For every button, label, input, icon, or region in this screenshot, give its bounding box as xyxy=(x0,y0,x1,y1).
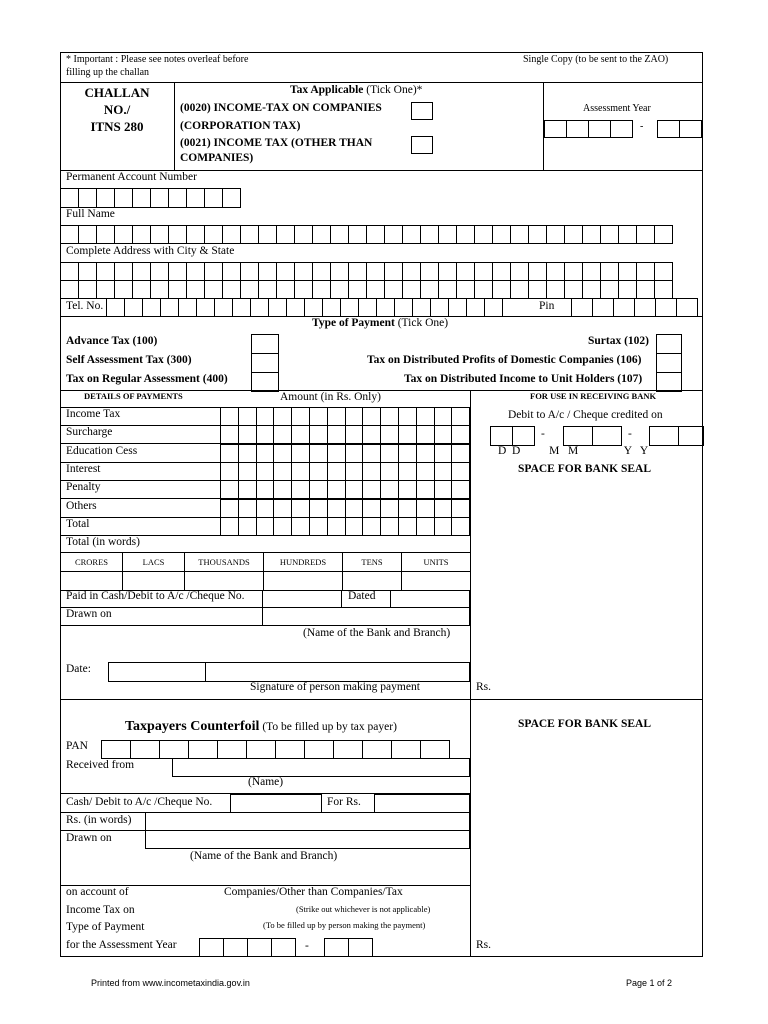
pan-label: Permanent Account Number xyxy=(66,171,197,183)
self-assessment-option: Self Assessment Tax (300) xyxy=(66,354,192,366)
payment-amount-input[interactable] xyxy=(220,517,470,536)
page-number: Page 1 of 2 xyxy=(626,978,673,988)
type-of-payment-cf-label: Type of Payment xyxy=(66,921,145,933)
debit-year-input[interactable] xyxy=(649,426,704,446)
address-input-line1[interactable] xyxy=(60,262,673,281)
assessment-year-input-start[interactable] xyxy=(544,120,633,138)
rs-in-words-label: Rs. (in words) xyxy=(66,814,132,826)
payment-amount-input[interactable] xyxy=(220,499,470,518)
debit-dash-2: - xyxy=(628,428,632,440)
address-label: Complete Address with City & State xyxy=(66,245,235,257)
full-name-input[interactable] xyxy=(60,225,673,244)
copy-note: Single Copy (to be sent to the ZAO) xyxy=(523,54,669,65)
tel-label: Tel. No. xyxy=(66,300,104,312)
tax-option-0020-sub: (CORPORATION TAX) xyxy=(180,120,301,132)
amount-label: Amount (in Rs. Only) xyxy=(280,391,381,403)
bank-seal-space: SPACE FOR BANK SEAL xyxy=(518,463,652,475)
signature-caption: Signature of person making payment xyxy=(250,681,420,693)
address-input-line2[interactable] xyxy=(60,280,673,299)
regular-assessment-option: Tax on Regular Assessment (400) xyxy=(66,373,228,385)
date-format-letters: D D M M Y Y xyxy=(498,445,649,457)
received-from-input[interactable] xyxy=(172,758,470,777)
units-input[interactable] xyxy=(60,571,471,591)
checkbox-300[interactable] xyxy=(251,353,279,373)
units-header xyxy=(60,552,471,572)
counterfoil-bank-seal: SPACE FOR BANK SEAL xyxy=(518,718,652,730)
pin-input[interactable] xyxy=(571,298,698,317)
counterfoil-cheque-input[interactable] xyxy=(230,794,322,813)
name-caption: (Name) xyxy=(248,776,284,788)
assessment-year-dash: - xyxy=(640,121,644,132)
tax-option-0021: (0021) INCOME TAX (OTHER THAN xyxy=(180,137,373,149)
printed-from: Printed from www.incometaxindia.gov.in xyxy=(91,978,250,988)
income-tax-on-label: Income Tax on xyxy=(66,904,135,916)
on-account-label: on account of xyxy=(66,886,129,898)
payment-row-label: Others xyxy=(66,500,97,512)
signature-input[interactable] xyxy=(205,662,470,682)
counterfoil-pan-label: PAN xyxy=(66,740,88,752)
tax-option-0021-sub: COMPANIES) xyxy=(180,152,254,164)
checkbox-0020[interactable] xyxy=(411,102,433,120)
important-note-line1: * Important : Please see notes overleaf before xyxy=(66,54,249,65)
payment-row-label: Education Cess xyxy=(66,445,138,457)
receiving-bank-header: FOR USE IN RECEIVING BANK xyxy=(530,391,657,401)
payment-amount-input[interactable] xyxy=(220,407,470,426)
cf-assessment-year-start[interactable] xyxy=(199,938,296,957)
important-note-line2: filling up the challan xyxy=(66,67,150,78)
for-rs-label: For Rs. xyxy=(327,796,361,808)
drawn-on-input[interactable] xyxy=(262,607,470,626)
payment-row-label: Penalty xyxy=(66,481,101,493)
total-in-words-label: Total (in words) xyxy=(66,536,140,548)
strike-out-note: (Strike out whichever is not applicable) xyxy=(296,904,431,914)
unit-thousands: THOUSANDS xyxy=(184,552,264,572)
unit-units: UNITS xyxy=(401,552,471,572)
dated-input[interactable] xyxy=(390,590,470,608)
bank-branch-caption: (Name of the Bank and Branch) xyxy=(303,627,451,639)
counterfoil-cash-label: Cash/ Debit to A/c /Cheque No. xyxy=(66,796,213,808)
filled-up-note: (To be filled up by person making the payment) xyxy=(263,920,426,930)
counterfoil-pan-input[interactable] xyxy=(101,740,450,759)
for-assessment-year-label: for the Assessment Year xyxy=(66,939,177,951)
counterfoil-rs-label: Rs. xyxy=(476,939,492,951)
cf-assessment-dash: - xyxy=(305,940,309,952)
counterfoil-drawn-on-input[interactable] xyxy=(145,830,470,849)
checkbox-107[interactable] xyxy=(656,372,682,392)
dated-label: Dated xyxy=(348,590,376,602)
counterfoil-drawn-on-label: Drawn on xyxy=(66,832,112,844)
payment-amount-input[interactable] xyxy=(220,425,470,444)
payment-amount-input[interactable] xyxy=(220,480,470,499)
tel-input[interactable] xyxy=(106,298,503,317)
date-input[interactable] xyxy=(108,662,206,682)
payment-amount-input[interactable] xyxy=(220,444,470,463)
payment-row-label: Surcharge xyxy=(66,426,113,438)
rs-in-words-input[interactable] xyxy=(145,812,470,831)
tax-option-0020: (0020) INCOME-TAX ON COMPANIES xyxy=(180,102,382,114)
type-of-payment-label: Type of Payment (Tick One) xyxy=(312,317,449,329)
payment-row-label: Income Tax xyxy=(66,408,121,420)
paid-by-label: Paid in Cash/Debit to A/c /Cheque No. xyxy=(66,590,245,602)
checkbox-102[interactable] xyxy=(656,334,682,354)
checkbox-0021[interactable] xyxy=(411,136,433,154)
surtax-option: Surtax (102) xyxy=(588,335,650,347)
debit-dash-1: - xyxy=(541,428,545,440)
distributed-income-option: Tax on Distributed Income to Unit Holders (107) xyxy=(404,373,643,385)
date-label: Date: xyxy=(66,663,91,675)
unit-tens: TENS xyxy=(342,552,402,572)
bank-rs-label: Rs. xyxy=(476,681,492,693)
distributed-profits-option: Tax on Distributed Profits of Domestic Companies (106) xyxy=(367,354,642,366)
cheque-no-input[interactable] xyxy=(262,590,342,608)
unit-crores: CRORES xyxy=(60,552,123,572)
unit-lacs: LACS xyxy=(122,552,185,572)
counterfoil-bank-caption: (Name of the Bank and Branch) xyxy=(190,850,338,862)
assessment-year-input-end[interactable] xyxy=(657,120,702,138)
payment-amount-input[interactable] xyxy=(220,462,470,481)
debit-day-input[interactable] xyxy=(490,426,535,446)
checkbox-400[interactable] xyxy=(251,372,279,392)
debit-month-input[interactable] xyxy=(563,426,622,446)
payments-header: DETAILS OF PAYMENTS xyxy=(84,391,183,401)
challan-title: CHALLAN xyxy=(84,85,150,100)
advance-tax-option: Advance Tax (100) xyxy=(66,335,158,347)
checkbox-106[interactable] xyxy=(656,353,682,373)
challan-no: NO./ xyxy=(103,102,131,117)
challan-itns: ITNS 280 xyxy=(90,119,144,134)
pin-label: Pin xyxy=(539,300,555,312)
counterfoil-title: Taxpayers Counterfoil (To be filled up by tax payer) xyxy=(125,719,397,734)
unit-hundreds: HUNDREDS xyxy=(263,552,343,572)
payment-row-label: Interest xyxy=(66,463,101,475)
for-rs-input[interactable] xyxy=(374,794,470,813)
debit-label: Debit to A/c / Cheque credited on xyxy=(508,409,663,421)
companies-options: Companies/Other than Companies/Tax xyxy=(224,886,403,898)
checkbox-100[interactable] xyxy=(251,334,279,354)
assessment-year-label: Assessment Year xyxy=(583,103,651,114)
received-from-label: Received from xyxy=(66,759,135,771)
drawn-on-label: Drawn on xyxy=(66,608,112,620)
cf-assessment-year-end[interactable] xyxy=(324,938,373,957)
payment-row-label: Total xyxy=(66,518,90,530)
pan-input[interactable] xyxy=(60,188,241,208)
tax-applicable-label: Tax Applicable (Tick One)* xyxy=(290,84,423,96)
full-name-label: Full Name xyxy=(66,208,115,220)
